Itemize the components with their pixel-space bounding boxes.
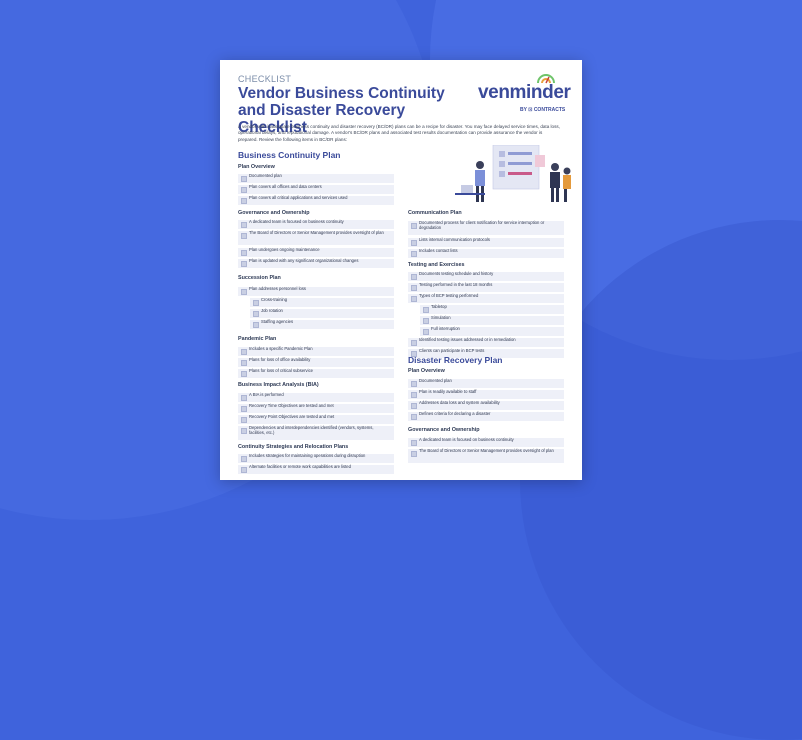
checkbox[interactable] [241,250,247,256]
checkbox[interactable] [411,340,417,346]
checklist-item[interactable]: Documented plan [408,379,564,388]
checkbox[interactable] [411,274,417,280]
checklist-subitem[interactable]: Job rotation [250,309,394,318]
checkbox[interactable] [241,428,247,434]
checklist-item[interactable]: Plan addresses personnel loss [238,287,394,296]
drp-governance-heading: Governance and Ownership [408,427,480,433]
checklist-item[interactable]: Dependencies and interdependencies identified (vendors, systems, facilities, etc.) [238,426,394,440]
checklist-item[interactable]: Types of BCP testing performed [408,294,564,303]
checkbox[interactable] [241,233,247,239]
checkbox[interactable] [411,440,417,446]
checklist-subitem[interactable]: Full interruption [420,327,564,336]
drp-plan-overview-heading: Plan Overview [408,368,445,374]
checkbox[interactable] [241,395,247,401]
checklist-item[interactable]: Addresses data loss and system availability [408,401,564,410]
checklist-subitem[interactable]: Simulation [420,316,564,325]
checkbox[interactable] [411,414,417,420]
checklist-item[interactable]: Testing performed in the last 18 months [408,283,564,292]
logo-word: venminder [478,82,571,103]
checklist-item[interactable]: Recovery Point Objectives are tested and met [238,415,394,424]
checkbox[interactable] [411,240,417,246]
logo-arc-icon [536,74,556,84]
checklist-item[interactable]: Clients can participate in BCP tests [408,349,564,358]
checklist-subitem[interactable]: Tabletop [420,305,564,314]
bcp-succession-heading: Succession Plan [238,275,281,281]
checkbox[interactable] [411,381,417,387]
checkbox[interactable] [241,371,247,377]
checklist-item[interactable]: Documents testing schedule and history [408,272,564,281]
bcp-plan-overview-heading: Plan Overview [238,164,275,170]
checkbox[interactable] [411,403,417,409]
bcp-heading: Business Continuity Plan [238,150,341,160]
checkbox[interactable] [253,300,259,306]
checklist-item[interactable]: Includes contact lists [408,249,564,258]
checklist-subitem[interactable]: Cross-training [250,298,394,307]
checklist-item[interactable]: Plan covers all offices and data centers [238,185,394,194]
drp-heading: Disaster Recovery Plan [408,355,503,365]
bcp-continuity-heading: Continuity Strategies and Relocation Plans [238,444,349,450]
testing-heading: Testing and Exercises [408,262,465,268]
checklist-subitem[interactable]: Staffing agencies [250,320,394,329]
checklist-item[interactable]: A BIA is performed [238,393,394,402]
checkbox[interactable] [411,296,417,302]
checklist-item[interactable]: Identified testing issues addressed or in remediation [408,338,564,347]
checkbox[interactable] [411,285,417,291]
checkbox[interactable] [423,307,429,313]
page-title: Vendor Business Continuity and Disaster Recovery Checklist [238,85,445,136]
communication-heading: Communication Plan [408,210,462,216]
checklist-item[interactable]: Plans for loss of office availability [238,358,394,367]
intro-paragraph: A vendor with inadequate business continuity and disaster recovery (BC/DR) plans can be a recipe for disaster. You may face delayed service times, data loss, operational delays, and reputational damage. A vendor's BC/DR plans and associated test results documentation can provide assurance the vendor is prepared. Review the following items in BC/DR plans: [238,124,560,142]
checklist-item[interactable]: The Board of Directors or Senior Management provides oversight of plan [238,231,394,245]
checklist-item[interactable]: Documented plan [238,174,394,183]
checkbox[interactable] [411,251,417,257]
checkbox[interactable] [241,406,247,412]
checklist-page [220,60,582,480]
checklist-item[interactable]: Plans for loss of critical subservice [238,369,394,378]
checkbox[interactable] [253,322,259,328]
team-illustration [455,145,575,207]
checklist-item[interactable]: Defines criteria for declaring a disaster [408,412,564,421]
checkbox[interactable] [423,329,429,335]
kicker: CHECKLIST [238,74,292,84]
checkbox[interactable] [411,451,417,457]
checklist-item[interactable]: A dedicated team is focused on business continuity [238,220,394,229]
checkbox[interactable] [241,198,247,204]
checkbox[interactable] [411,223,417,229]
logo-sub: BY ⊡ CONTRACTS [520,107,566,113]
bcp-bia-heading: Business Impact Analysis (BIA) [238,382,319,388]
checklist-item[interactable]: Includes strategies for maintaining operations during disruption [238,454,394,463]
checkbox[interactable] [241,222,247,228]
checklist-item[interactable]: Plan undergoes ongoing maintenance [238,248,394,257]
checkbox[interactable] [241,360,247,366]
checkbox[interactable] [241,176,247,182]
checklist-item[interactable]: Alternate facilities or remote work capabilities are listed [238,465,394,474]
checklist-item[interactable]: Plan is updated with any significant organizational changes [238,259,394,268]
bcp-pandemic-heading: Pandemic Plan [238,336,277,342]
checklist-item[interactable]: Plan is readily available to staff [408,390,564,399]
venminder-logo [478,82,571,113]
checklist-item[interactable]: Plan covers all critical applications and services used [238,196,394,205]
checklist-item[interactable]: Lists internal communication protocols [408,238,564,247]
checkbox[interactable] [241,349,247,355]
checklist-item[interactable]: Documented process for client notification for service interruption or degradation [408,221,564,235]
checklist-item[interactable]: A dedicated team is focused on business continuity [408,438,564,447]
checkbox[interactable] [241,289,247,295]
checklist-item[interactable]: Includes a specific Pandemic Plan [238,347,394,356]
checkbox[interactable] [241,261,247,267]
checkbox[interactable] [241,456,247,462]
checkbox[interactable] [411,392,417,398]
checkbox[interactable] [253,311,259,317]
checkbox[interactable] [241,187,247,193]
checkbox[interactable] [423,318,429,324]
bcp-governance-heading: Governance and Ownership [238,210,310,216]
checklist-item[interactable]: The Board of Directors or Senior Management provides oversight of plan [408,449,564,463]
checkbox[interactable] [241,417,247,423]
checklist-item[interactable]: Recovery Time Objectives are tested and met [238,404,394,413]
